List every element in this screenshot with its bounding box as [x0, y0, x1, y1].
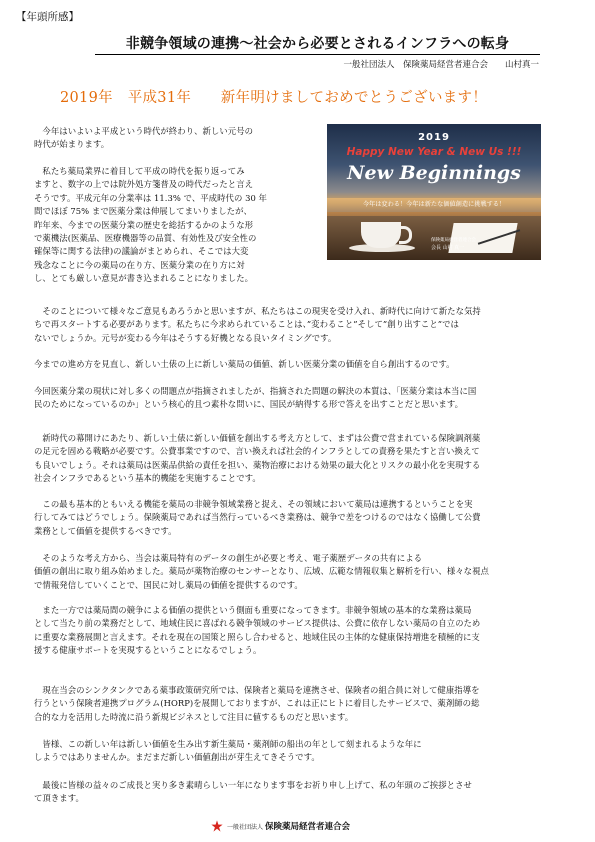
paragraph-line: 価値の創出に取り組み始めました。薬局が薬物治療のセンサーとなり、広域、広範な情報収集と解析を行い、様々な視点 — [34, 566, 489, 577]
paragraph-line: また一方では薬局間の競争による価値の提供という側面も重要になってきます。非競争領域の基本的な業務は薬局 — [34, 605, 472, 615]
paragraph-line: 今までの進め方を見直し、新しい土俵の上に新しい薬局の価値、新しい医薬分業の価値を自ら創出するのです。 — [34, 359, 455, 369]
photo-script-text: New Beginnings — [347, 162, 521, 184]
body-paragraph — [34, 385, 554, 412]
paragraph-line: 業務として価値を提供するべきです。 — [34, 525, 177, 536]
paragraph-line: に重要な業務展開と言えます。それを現在の国策と照らし合わせると、地域住民の主体的な健康保持増進を積極的に支 — [34, 631, 480, 642]
paragraph-line: 私たち薬局業界に着目して平成の時代を振り返ってみ — [34, 166, 245, 176]
paragraph-line: で薬機法(医薬品、医療機器等の品質、有効性及び安全性の — [34, 233, 257, 244]
paragraph-line: ちで再スタートする必要があります。私たちに今求められていることは、”変わること”そして”創り出すこと”では — [34, 319, 459, 330]
body-paragraph — [34, 358, 554, 371]
paragraph-line: 残念なことに今の薬局の在り方、医薬分業の在り方に対 — [34, 259, 245, 270]
association-logo-icon — [210, 819, 224, 833]
article-category-tag: 【年頭所感】 — [16, 11, 79, 23]
paragraph-line: として当たり前の業務だとして、地域住民に喜ばれる競争領域のサービス提供は、公費に依存しない薬局の自立のため — [34, 618, 481, 629]
coffee-cup-icon — [361, 222, 401, 248]
paragraph-line: 時代が始まります。 — [34, 139, 110, 150]
paragraph-line: 今年はいよいよ平成という時代が終わり、新しい元号の — [34, 126, 254, 136]
title-underline — [95, 54, 540, 55]
paragraph-line: 皆様、この新しい年は新しい価値を生み出す新生薬局・薬剤師の船出の年として刻まれるような年に — [34, 739, 422, 749]
paragraph-line: 現在当会のシンクタンクである薬事政策研究所では、保険者と薬局を連携させ、保険者の組合員に対して健康指導を — [34, 685, 480, 695]
body-paragraph — [34, 498, 554, 538]
body-paragraph — [34, 552, 554, 592]
paragraph-line: しようではありませんか。まだまだ新しい価値創出が芽生えてきそうです。 — [34, 752, 320, 763]
paragraph-line: 今回医薬分業の現状に対し多くの問題点が指摘されましたが、指摘された問題の解決の本質は、「医薬分業は本当に国 — [34, 386, 477, 396]
new-year-headline: 2019年 平成31年 新年明けましておめでとうございます！ — [60, 90, 488, 106]
paragraph-line: そのことについて様々なご意見もあろうかと思いますが、私たちはこの現実を受け入れ、新時代に向けて新たな気持 — [34, 306, 481, 316]
body-paragraph — [34, 165, 324, 286]
paragraph-line: ますと、数字の上では院外処方箋普及の時代だったと言え — [34, 179, 254, 190]
body-paragraph — [34, 604, 554, 658]
paragraph-line: て頂きます。 — [34, 793, 84, 804]
photo-signature-name: 会長 山村 真一 — [431, 245, 465, 251]
body-paragraph — [34, 684, 554, 724]
paragraph-line: ないでしょうか。元号が変わる今年はそうする好機となる良いタイミングです。 — [34, 332, 337, 343]
paragraph-line: 新時代の幕開けにあたり、新しい土俵に新しい価値を創出する考え方として、まずは公費で営まれている保険調剤薬 — [34, 433, 481, 443]
paragraph-line: 援する健康サポートを実現するということになるでしょう。 — [34, 645, 262, 656]
footer-org-name: 保険薬局経営者連合会 — [265, 822, 351, 832]
paragraph-line: そのような考え方から、当会は薬局特有のデータの創生が必要と考え、電子薬歴データの共有による — [34, 553, 423, 563]
paragraph-line: 合的な力を活用した時流に沿う新規ビジネスとして注目に値するものだと思います。 — [34, 711, 354, 722]
article-title: 非競争領域の連携～社会から必要とされるインフラへの転身 — [125, 36, 510, 52]
photo-caption: 今年は変わる！今年は新たな価値創造に挑戦する！ — [362, 201, 506, 208]
paragraph-line: 民のためになっているのか」という核心的且つ素朴な問いに、国民が納得する形で答えを出すことだと思います。 — [34, 399, 463, 410]
paragraph-line: 最後に皆様の益々のご成長と実り多き素晴らしい一年になります事をお祈り申し上げて、私の年頭のご挨拶とさせ — [34, 780, 472, 790]
paragraph-line: 間でほぼ 75% まで医薬分業は伸展してまいりましたが、 — [34, 206, 252, 217]
author-line: 一般社団法人 保険薬局経営者連合会 山村真一 — [343, 60, 539, 70]
paragraph-line: も良いでしょう。それは薬局は医薬品供給の責任を担い、薬物治療における効果の最大化とリスクの最小化を実現する — [34, 459, 481, 470]
body-paragraph — [34, 125, 324, 152]
paragraph-line: 昨年来、今までの医薬分業の歴史を総括するかのような形 — [34, 219, 254, 230]
body-paragraph — [34, 432, 554, 486]
paragraph-line: 行してみてはどうでしょう。保険薬局であれば当然行っているべき業務は、競争で差をつけるのではなく協働して公費 — [34, 512, 481, 523]
body-paragraph — [34, 779, 554, 806]
paragraph-line: の足元を固める戦略が必要です。公費事業ですので、言い換えれば社会的インフラとしての責務を果たすと言い換えて — [34, 446, 480, 457]
footer-org-type: 一般社団法人 — [227, 823, 264, 831]
paragraph-line: 社会インフラであるという基本的機能を実施することです。 — [34, 473, 261, 484]
footer-logo-block — [210, 819, 350, 833]
body-paragraph — [34, 305, 554, 345]
new-year-photo — [327, 124, 541, 260]
paragraph-line: そうです。平成元年の分業率は 11.3% で、平成時代の 30 年 — [34, 192, 267, 203]
body-paragraph — [34, 738, 554, 765]
paragraph-line: 行うという保険者連携プログラム(HORP)を展開しておりますが、これは正にヒトに着目したサービスで、薬剤師の総 — [34, 698, 480, 709]
photo-greeting-text: Happy New Year & New Us !!! — [346, 146, 522, 158]
paragraph-line: し、とても厳しい意見が書き込まれることになりました。 — [34, 273, 254, 284]
paragraph-line: この最も基本的ともいえる機能を薬局の非競争領域業務と捉え、その領域において薬局は連携するということを実 — [34, 499, 473, 509]
paragraph-line: で情報発信していくことで、国民に対し薬局の価値を提供するのです。 — [34, 579, 303, 590]
photo-signature-org: 保険薬局経営者連合会 — [431, 238, 476, 243]
photo-year-text: 2019 — [418, 132, 450, 143]
paragraph-line: 確保等に関する法律)の議論がまとめられ、そこでは大変 — [34, 246, 249, 257]
